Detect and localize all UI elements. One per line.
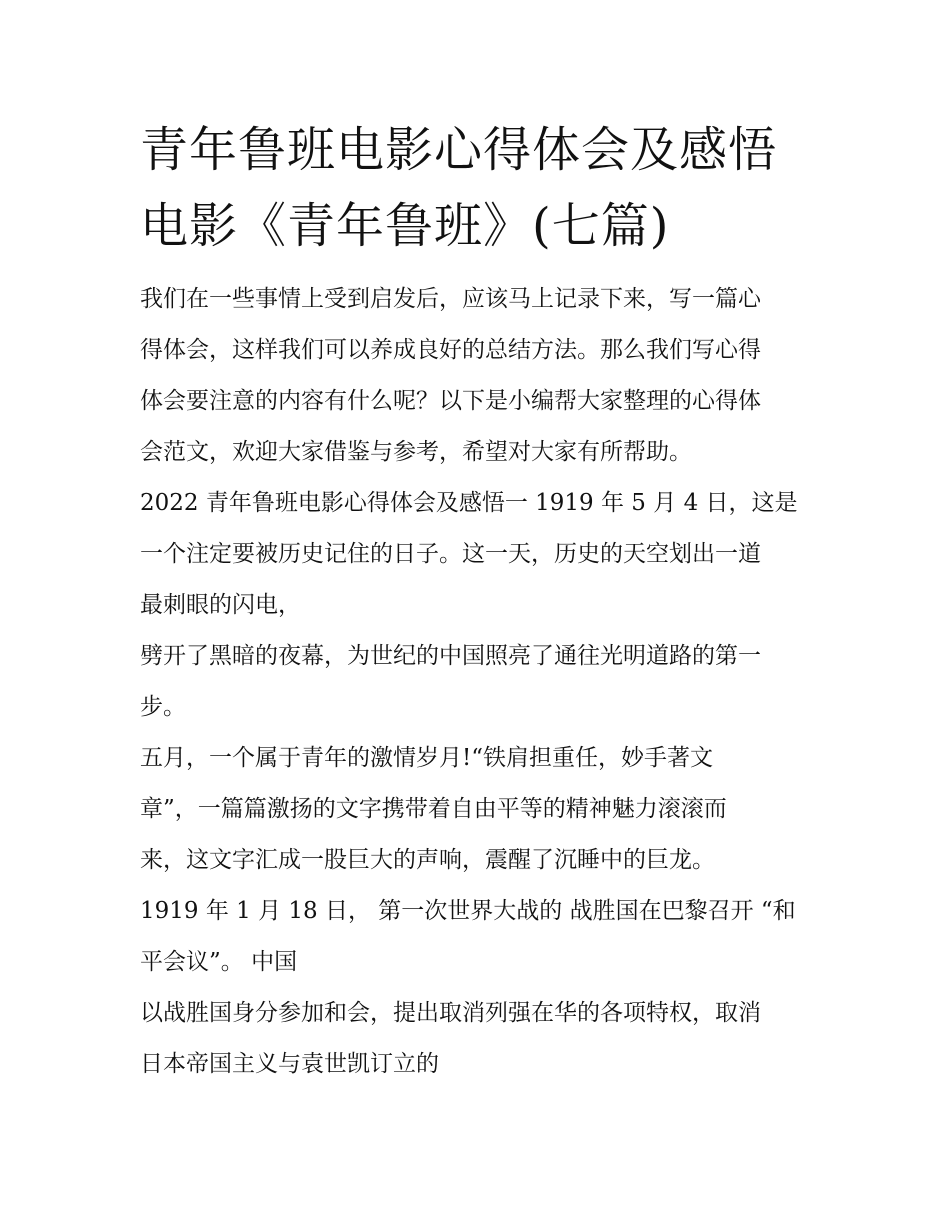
document-body <box>140 274 820 1090</box>
body-line: 我们在一些事情上受到启发后，应该马上记录下来，写一篇心 <box>140 286 761 312</box>
body-line: 来，这文字汇成一股巨大的声响，震醒了沉睡中的巨龙。 <box>140 847 715 873</box>
body-line: 平会议”。 中国 <box>140 949 298 975</box>
title-line-2: 电影《青年鲁班》(七篇) <box>140 198 670 254</box>
body-line: 2022 青年鲁班电影心得体会及感悟一 1919 年 5 月 4 日，这是 <box>140 490 798 516</box>
document-title <box>140 112 820 264</box>
body-line: 以战胜国身分参加和会，提出取消列强在华的各项特权，取消 <box>140 1000 761 1026</box>
body-line: 得体会，这样我们可以养成良好的总结方法。那么我们写心得 <box>140 337 761 363</box>
body-line: 劈开了黑暗的夜幕，为世纪的中国照亮了通往光明道路的第一 <box>140 643 761 669</box>
body-line: 日本帝国主义与袁世凯订立的 <box>140 1051 439 1077</box>
title-line-1: 青年鲁班电影心得体会及感悟 <box>140 122 778 178</box>
body-line: 会范文，欢迎大家借鉴与参考，希望对大家有所帮助。 <box>140 439 692 465</box>
body-line: 1919 年 1 月 18 日， 第一次世界大战的 战胜国在巴黎召开 “和 <box>140 898 796 924</box>
body-line: 一个注定要被历史记住的日子。这一天，历史的天空划出一道 <box>140 541 761 567</box>
body-line: 章”，一篇篇激扬的文字携带着自由平等的精神魅力滚滚而 <box>140 796 727 822</box>
body-line: 五月，一个属于青年的激情岁月!“铁肩担重任，妙手著文 <box>140 745 714 771</box>
body-line: 体会要注意的内容有什么呢？以下是小编帮大家整理的心得体 <box>140 388 761 414</box>
body-line: 步。 <box>140 694 186 720</box>
body-line: 最刺眼的闪电， <box>140 592 301 618</box>
